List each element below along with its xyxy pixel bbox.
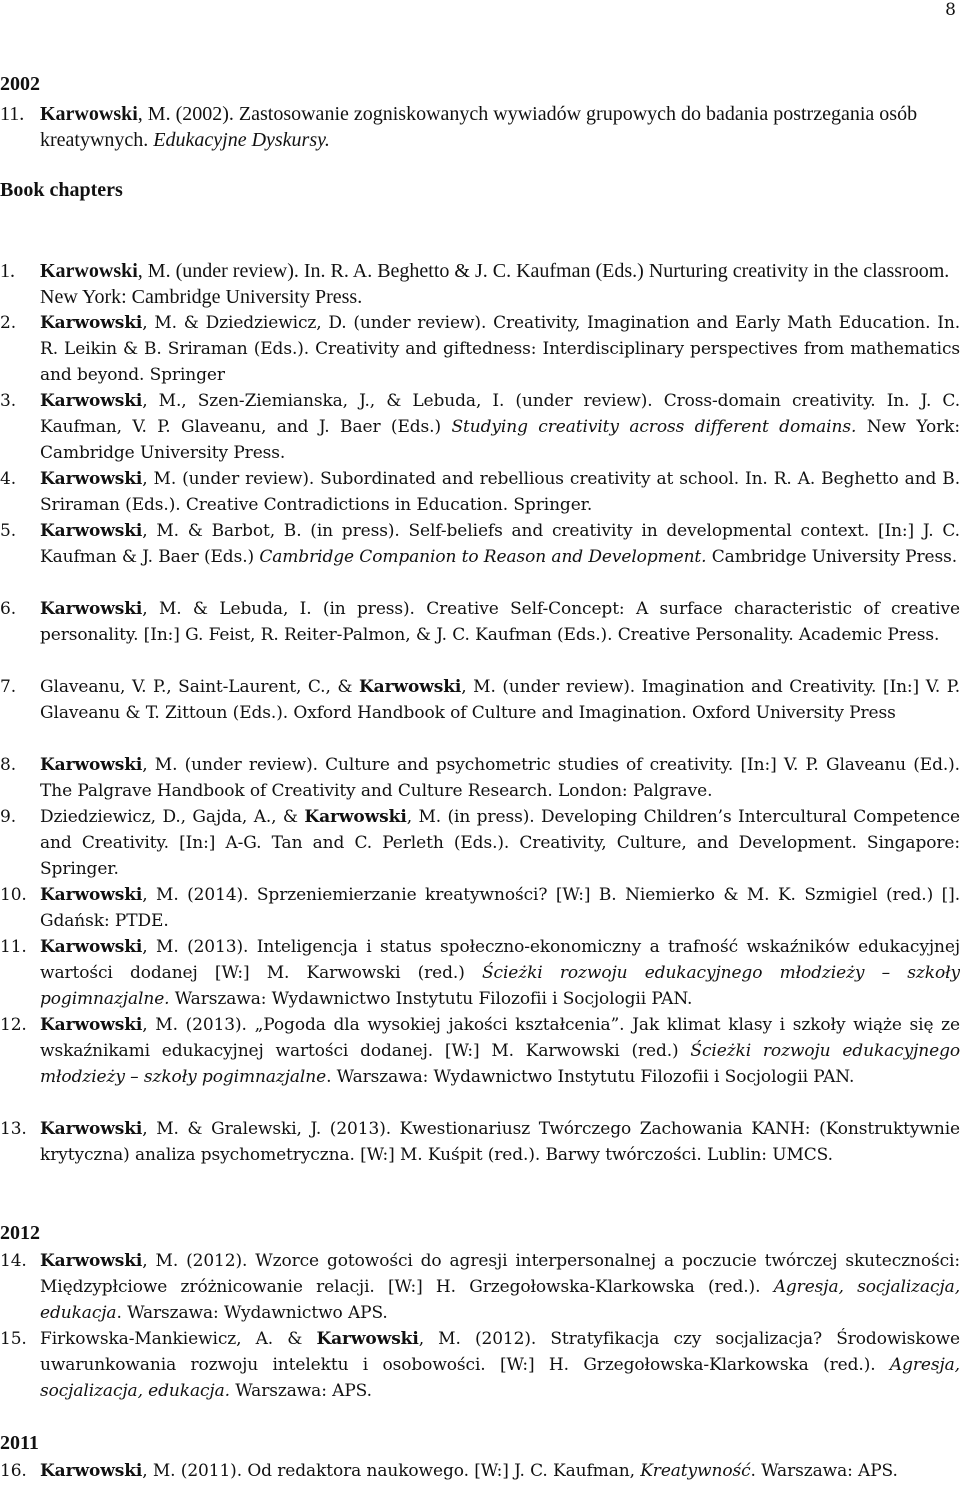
author-name: Karwowski	[40, 599, 143, 619]
year-heading-2012: 2012	[0, 1222, 40, 1244]
entry-number: 13.	[0, 1119, 27, 1139]
book-title: Studying creativity across different domains.	[451, 417, 857, 437]
publication-entry	[0, 804, 960, 882]
author-name: Karwowski	[40, 937, 143, 957]
author-name: Karwowski	[358, 677, 462, 697]
entry-text: Karwowski, M. (2002). Zastosowanie zogniskowanych wywiadów grupowych do badania postrzegania osób kreatywnych. Edukacyjne Dyskursy.	[40, 103, 918, 151]
entry-number: 12.	[0, 1015, 27, 1035]
entry-number: 1.	[0, 260, 15, 282]
publication-entry	[0, 1458, 960, 1484]
entry-number: 9.	[0, 807, 17, 827]
author-name: Karwowski	[40, 103, 138, 125]
entry-number: 6.	[0, 599, 17, 619]
author-name: Karwowski	[40, 260, 138, 282]
author-name: Karwowski	[40, 755, 143, 775]
entry-number: 11.	[0, 103, 25, 125]
entry-text: Firkowska-Mankiewicz, A. & Karwowski, M. (2012). Stratyfikacja czy socjalizacja? Środowiskowe uwarunkowania rozwoju intelektu i osobowości. [W:] H. Grzegołowska-Klarkowska (red.). Agresja, socjalizacja, edukacja. Warszawa: APS.	[40, 1329, 960, 1401]
publication-entry	[0, 1012, 960, 1090]
section-heading-book-chapters: Book chapters	[0, 179, 123, 201]
author-name: Karwowski	[304, 807, 407, 827]
entry-number: 3.	[0, 391, 17, 411]
publication-entry	[0, 934, 960, 1012]
entry-number: 2.	[0, 313, 17, 333]
author-name: Karwowski	[40, 1461, 143, 1481]
publication-entry	[0, 1326, 960, 1404]
entry-number: 15.	[0, 1329, 27, 1349]
entry-text: Karwowski, M. (under review). In. R. A. Beghetto & J. C. Kaufman (Eds.) Nurturing creativity in the classroom. New York: Cambridge University Press.	[40, 260, 950, 308]
publication-entry	[0, 310, 960, 388]
author-name: Karwowski	[316, 1329, 419, 1349]
book-title: Cambridge Companion to Reason and Development.	[259, 547, 707, 567]
publication-entry	[0, 101, 960, 153]
author-name: Karwowski	[40, 391, 143, 411]
publication-entry	[0, 596, 960, 648]
author-name: Karwowski	[40, 1015, 143, 1035]
book-title: Ścieżki rozwoju edukacyjnego młodzieży – szkoły pogimnazjalne	[40, 1041, 960, 1087]
publication-entry	[0, 752, 960, 804]
entry-number: 8.	[0, 755, 17, 775]
entry-text: Karwowski, M. (2014). Sprzeniemierzanie kreatywności? [W:] B. Niemierko & M. K. Szmigiel (red.) []. Gdańsk: PTDE.	[40, 885, 960, 931]
entry-text: Karwowski, M. (2011). Od redaktora naukowego. [W:] J. C. Kaufman, Kreatywność. Warszawa: APS.	[40, 1461, 898, 1481]
entry-number: 16.	[0, 1461, 27, 1481]
publication-entry	[0, 674, 960, 726]
journal-title: Edukacyjne Dyskursy.	[153, 129, 330, 151]
entry-text: Karwowski, M., Szen-Ziemianska, J., & Lebuda, I. (under review). Cross-domain creativity. In. J. C. Kaufman, V. P. Glaveanu, and J. Baer (Eds.) Studying creativity across different domains. New York: Cambridge University Press.	[40, 391, 960, 463]
entry-text: Karwowski, M. & Dziedziewicz, D. (under review). Creativity, Imagination and Early Math Education. In. R. Leikin & B. Sriraman (Eds.). Creativity and giftedness: Interdisciplinary perspectives from mathematics and beyond. Springer	[40, 313, 960, 385]
entry-text: Karwowski, M. & Lebuda, I. (in press). Creative Self-Concept: A surface characteristic of creative personality. [In:] G. Feist, R. Reiter-Palmon, & J. C. Kaufman (Eds.). Creative Personality. Academic Press.	[40, 599, 960, 645]
entry-text: Karwowski, M. & Gralewski, J. (2013). Kwestionariusz Twórczego Zachowania KANH: (Konstruktywnie krytyczna) analiza psychometryczna. [W:] M. Kuśpit (red.). Barwy twórczości. Lublin: UMCS.	[40, 1119, 960, 1165]
entry-text: Karwowski, M. (2012). Wzorce gotowości do agresji interpersonalnej a poczucie twórczej skuteczności: Międzypłciowe zróżnicowanie relacji. [W:] H. Grzegołowska-Klarkowska (red.). Agresja, socjalizacja, edukacja. Warszawa: Wydawnictwo APS.	[40, 1251, 960, 1323]
entry-number: 4.	[0, 469, 17, 489]
entry-number: 5.	[0, 521, 17, 541]
year-heading-2011: 2011	[0, 1432, 39, 1454]
entry-number: 7.	[0, 677, 17, 697]
author-name: Karwowski	[40, 885, 143, 905]
entry-text: Dziedziewicz, D., Gajda, A., & Karwowski, M. (in press). Developing Children’s Intercultural Competence and Creativity. [In:] A-G. Tan and C. Perleth (Eds.). Creativity, Culture, and Development. Singapore: Springer.	[40, 807, 960, 879]
author-name: Karwowski	[40, 313, 143, 333]
publication-entry	[0, 258, 960, 310]
publication-entry	[0, 1248, 960, 1326]
publication-entry	[0, 882, 960, 934]
entry-number: 11.	[0, 937, 27, 957]
year-heading-2002: 2002	[0, 73, 40, 95]
entry-text: Karwowski, M. (under review). Culture and psychometric studies of creativity. [In:] V. P. Glaveanu (Ed.). The Palgrave Handbook of Creativity and Culture Research. London: Palgrave.	[40, 755, 960, 801]
book-title: Kreatywność	[640, 1461, 751, 1481]
entry-text: Karwowski, M. (2013). Inteligencja i status społeczno-ekonomiczny a trafność wskaźników edukacyjnej wartości dodanej [W:] M. Karwowski (red.) Ścieżki rozwoju edukacyjnego młodzieży – szkoły pogimnazjalne. Warszawa: Wydawnictwo Instytutu Filozofii i Socjologii PAN.	[40, 937, 960, 1009]
author-name: Karwowski	[40, 1251, 143, 1271]
author-name: Karwowski	[40, 469, 143, 489]
book-title: Agresja, socjalizacja, edukacja	[40, 1277, 960, 1323]
publication-entry	[0, 518, 960, 570]
book-title: Agresja, socjalizacja, edukacja.	[40, 1355, 960, 1401]
entry-text: Glaveanu, V. P., Saint-Laurent, C., & Karwowski, M. (under review). Imagination and Creativity. [In:] V. P. Glaveanu & T. Zittoun (Eds.). Oxford Handbook of Culture and Imagination. Oxford University Press	[40, 677, 960, 723]
book-title: Ścieżki rozwoju edukacyjnego młodzieży – szkoły pogimnazjalne.	[40, 963, 960, 1009]
author-name: Karwowski	[40, 521, 143, 541]
publication-entry	[0, 466, 960, 518]
entry-text: Karwowski, M. (under review). Subordinated and rebellious creativity at school. In. R. A. Beghetto and B. Sriraman (Eds.). Creative Contradictions in Education. Springer.	[40, 469, 960, 515]
entry-number: 10.	[0, 885, 27, 905]
publication-entry	[0, 388, 960, 466]
entry-text: Karwowski, M. & Barbot, B. (in press). Self-beliefs and creativity in developmental context. [In:] J. C. Kaufman & J. Baer (Eds.) Cambridge Companion to Reason and Development. Cambridge University Press.	[40, 521, 960, 567]
page-number: 8	[945, 0, 956, 20]
publication-entry	[0, 1116, 960, 1168]
author-name: Karwowski	[40, 1119, 143, 1139]
entry-number: 14.	[0, 1251, 27, 1271]
entry-text: Karwowski, M. (2013). „Pogoda dla wysokiej jakości kształcenia”. Jak klimat klasy i szkoły wiąże się ze wskaźnikami edukacyjnej wartości dodanej. [W:] M. Karwowski (red.) Ścieżki rozwoju edukacyjnego młodzieży – szkoły pogimnazjalne. Warszawa: Wydawnictwo Instytutu Filozofii i Socjologii PAN.	[40, 1015, 960, 1087]
